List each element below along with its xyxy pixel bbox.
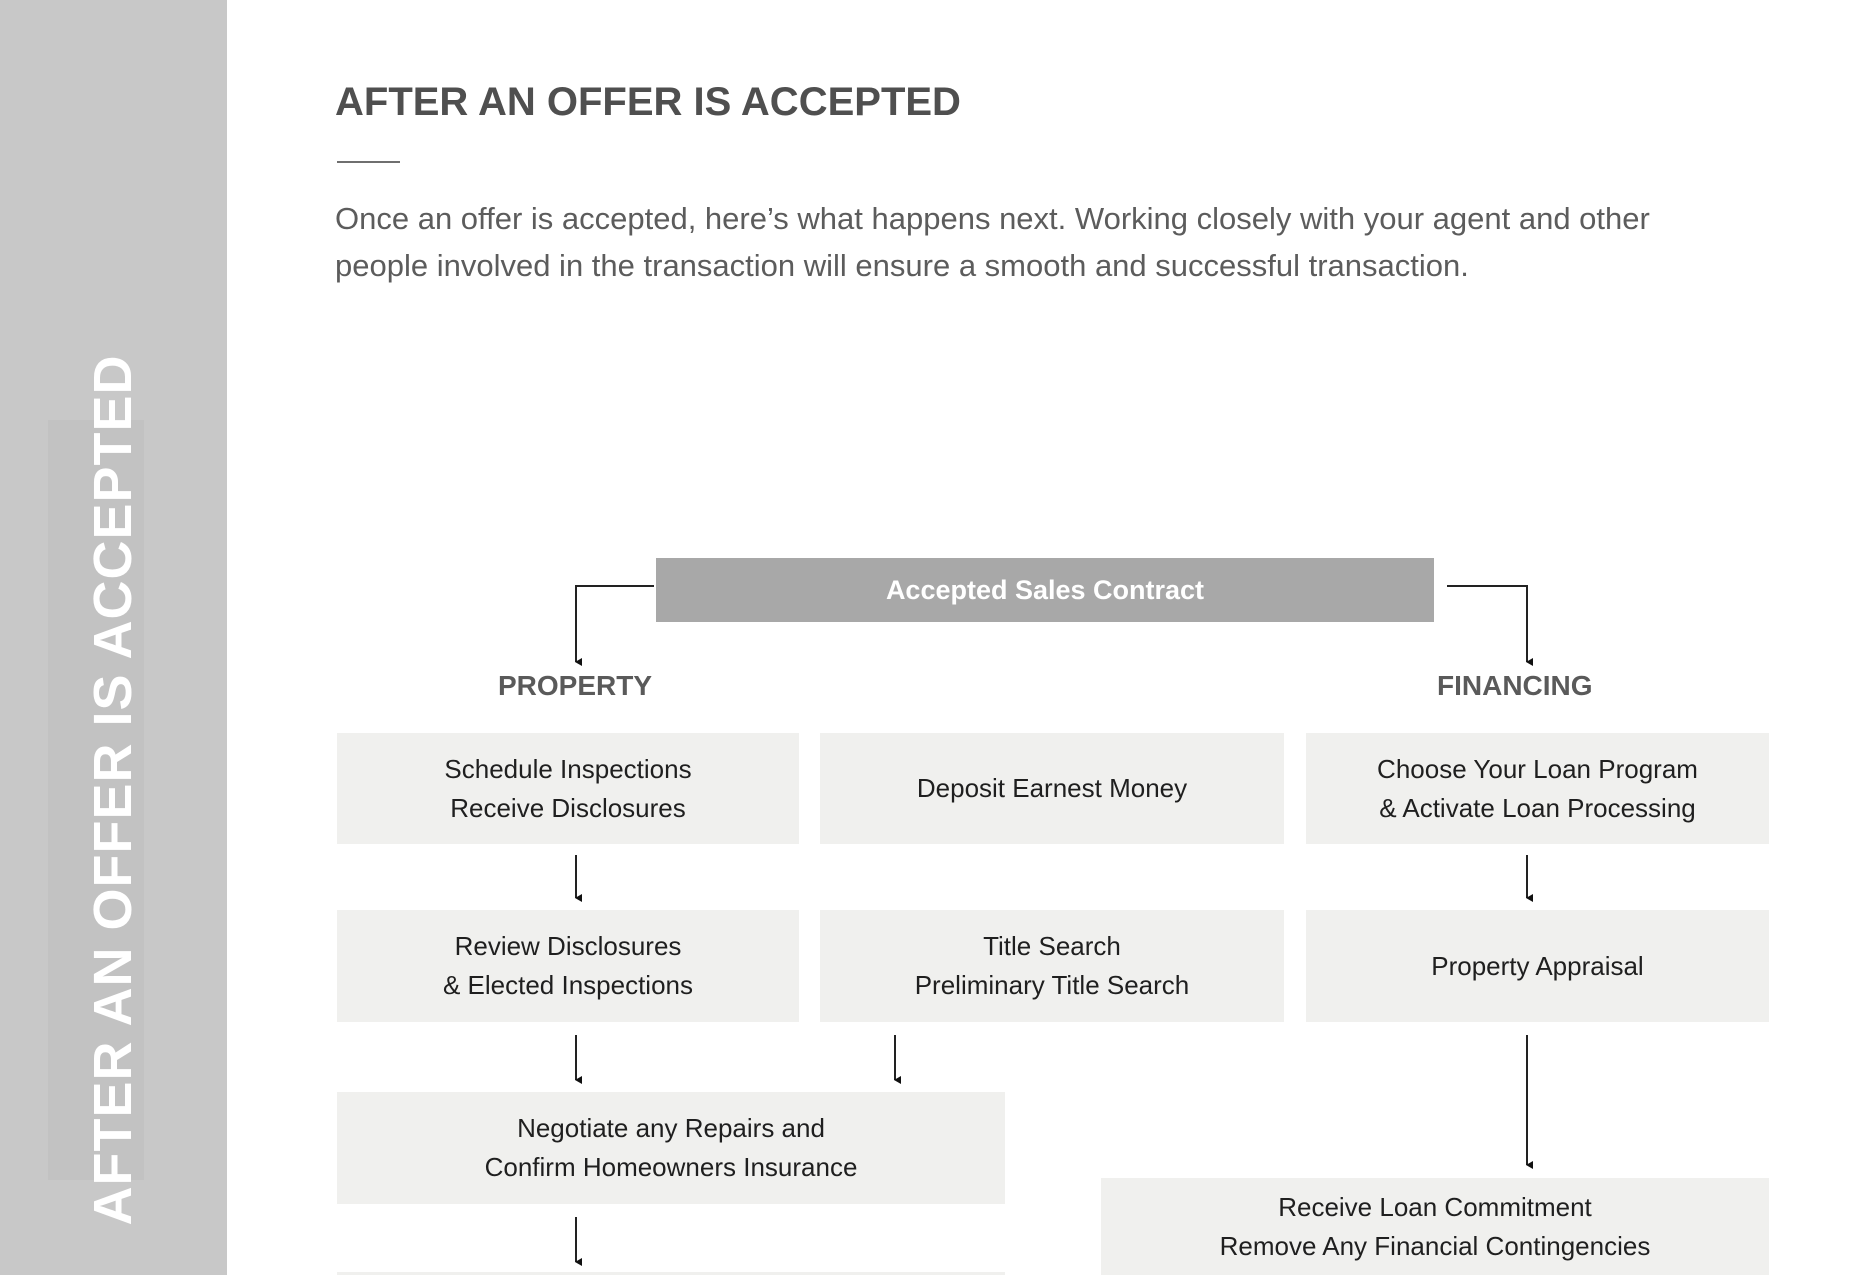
step-line: Receive Disclosures: [450, 792, 686, 823]
step-line: Preliminary Title Search: [914, 970, 1190, 1000]
step-line: Receive Loan Commitment: [1278, 1191, 1592, 1222]
step-line: Confirm Homeowners Insurance: [484, 1152, 858, 1182]
step-property-appraisal: [1306, 910, 1769, 1022]
step-line: Property Appraisal: [1431, 950, 1644, 981]
connector-root-property: [576, 586, 654, 662]
step-deposit-earnest-money: [820, 733, 1284, 844]
step-line: & Elected Inspections: [442, 970, 694, 1000]
step-line: Title Search: [983, 931, 1121, 961]
step-line: Review Disclosures: [454, 931, 682, 961]
step-line: Schedule Inspections: [444, 753, 692, 784]
step-line: Choose Your Loan Program: [1377, 753, 1698, 784]
step-title-search: [820, 910, 1284, 1022]
step-review-disclosures: [337, 910, 799, 1022]
step-line: Negotiate any Repairs and: [517, 1113, 825, 1143]
root-node-accepted-sales-contract: Accepted Sales Contract: [656, 558, 1434, 622]
step-receive-loan-commitment: [1101, 1178, 1769, 1275]
column-heading-financing: FINANCING: [1437, 670, 1593, 701]
step-line: & Activate Loan Processing: [1379, 792, 1696, 823]
intro-paragraph: Once an offer is accepted, here’s what happens next. Working closely with your agent and other people involved in the transaction will ensure a smooth and successful transaction.: [335, 201, 1650, 283]
step-line: Remove Any Financial Contingencies: [1219, 1230, 1651, 1261]
step-negotiate-repairs: [337, 1092, 1005, 1204]
connector-root-financing: [1447, 586, 1527, 662]
column-heading-property: PROPERTY: [498, 670, 653, 701]
page-title: AFTER AN OFFER IS ACCEPTED: [335, 80, 961, 124]
step-line: Deposit Earnest Money: [916, 773, 1188, 803]
step-schedule-inspections: [337, 733, 799, 844]
step-choose-loan-program: [1306, 733, 1769, 844]
sidebar-vertical-title: AFTER AN OFFER IS ACCEPTED: [83, 354, 143, 1226]
